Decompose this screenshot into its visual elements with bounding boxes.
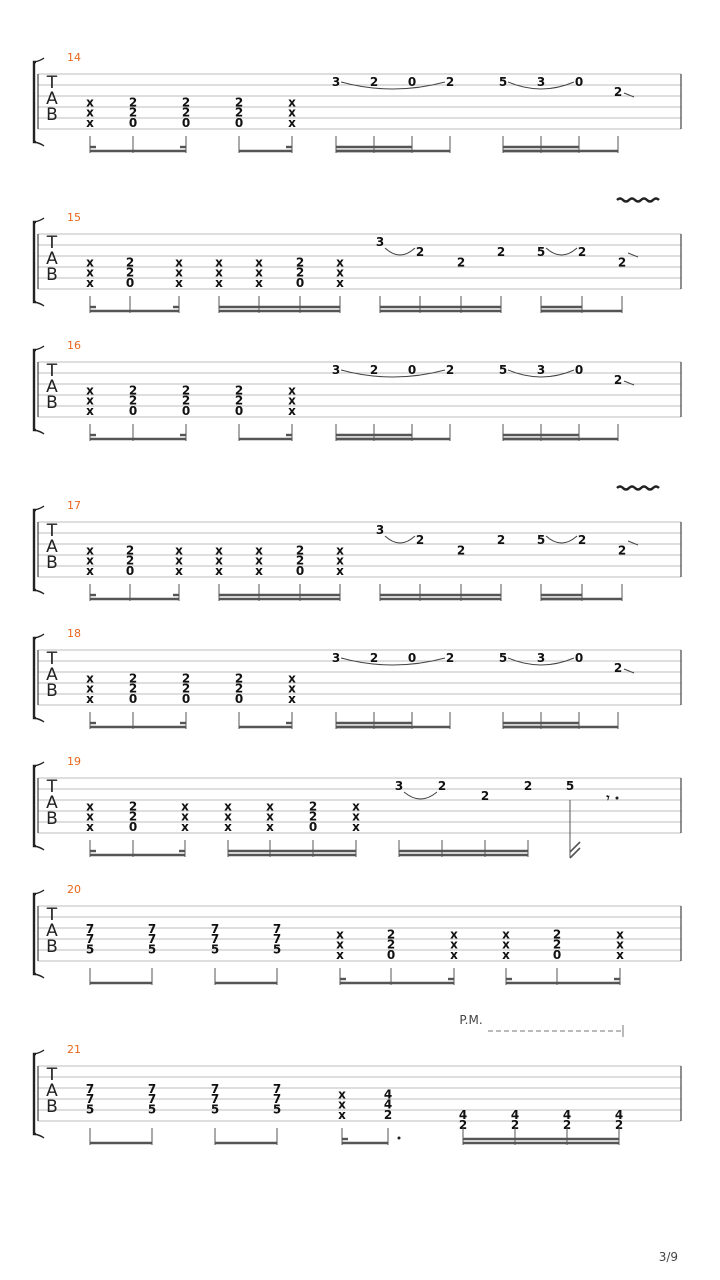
fret-number: x — [86, 383, 94, 398]
fret-number: 2 — [234, 95, 244, 110]
fret-number: 2 — [128, 681, 138, 696]
fret-number: 5 — [85, 1102, 95, 1117]
tab-clef-letter: B — [46, 681, 58, 701]
fret-number: x — [352, 799, 360, 814]
fret-number: 0 — [407, 363, 417, 377]
tab-clef-letter: T — [46, 649, 58, 669]
system-bracket — [34, 638, 36, 718]
fret-number: 2 — [128, 809, 138, 824]
tab-clef-letter: T — [46, 905, 58, 925]
fret-number: 2 — [617, 543, 627, 558]
fret-number: 2 — [437, 779, 447, 793]
fret-number: 7 — [85, 1092, 95, 1107]
bracket-hook-bottom — [34, 590, 44, 594]
fret-number: x — [255, 255, 263, 270]
measure-21 — [34, 1013, 681, 1145]
fret-number: 2 — [577, 533, 587, 548]
fret-number: 5 — [498, 363, 508, 377]
tab-clef-letter: T — [46, 521, 58, 541]
tab-clef-letter: A — [46, 377, 58, 397]
fret-number: 2 — [496, 533, 506, 548]
system-bracket — [34, 222, 36, 302]
tab-clef-letter: A — [46, 793, 58, 813]
tab-clef-letter: B — [46, 393, 58, 413]
fret-number: 2 — [369, 75, 379, 89]
fret-number: x — [336, 265, 344, 280]
fret-number: 2 — [128, 383, 138, 398]
fret-number: x — [175, 255, 183, 270]
fret-number: 2 — [234, 681, 244, 696]
fret-number: x — [86, 809, 94, 824]
fret-number: x — [352, 819, 360, 834]
fret-number: 2 — [128, 393, 138, 408]
fret-number: 2 — [562, 1118, 572, 1132]
fret-number: x — [255, 275, 263, 290]
fret-number: x — [224, 819, 232, 834]
fret-number: x — [86, 403, 94, 418]
fret-number: 0 — [181, 115, 191, 130]
fret-number: 2 — [128, 799, 138, 814]
fret-number: x — [255, 563, 263, 578]
tie-arc — [546, 536, 577, 543]
dot — [616, 797, 619, 800]
fret-number: 2 — [308, 799, 318, 814]
fret-number: 5 — [498, 651, 508, 665]
fret-number: 0 — [181, 691, 191, 706]
fret-number: 3 — [394, 779, 404, 793]
fret-number: x — [450, 927, 458, 942]
fret-number: x — [288, 691, 296, 706]
fret-number: 3 — [536, 651, 546, 665]
fret-number: x — [175, 553, 183, 568]
fret-number: x — [288, 105, 296, 120]
fret-number: x — [181, 819, 189, 834]
fret-number: 0 — [234, 691, 244, 706]
tab-clef-letter: A — [46, 665, 58, 685]
fret-number: 0 — [125, 563, 135, 578]
bracket-hook-top — [34, 890, 44, 894]
fret-number: 2 — [510, 1118, 520, 1132]
fret-number: x — [86, 799, 94, 814]
fret-number: 4 — [510, 1107, 520, 1122]
fret-number: 0 — [552, 947, 562, 962]
fret-number: 2 — [386, 937, 396, 952]
fret-number: 2 — [458, 1118, 468, 1132]
fret-number: 2 — [617, 255, 627, 270]
fret-number: x — [288, 403, 296, 418]
bracket-hook-bottom — [34, 430, 44, 434]
fret-number: 4 — [562, 1107, 572, 1122]
measure-19 — [34, 755, 681, 858]
tab-clef-letter: B — [46, 105, 58, 125]
fret-number: 2 — [613, 373, 623, 388]
vibrato-mark — [617, 199, 659, 202]
fret-number: 7 — [272, 932, 282, 947]
fret-number: x — [255, 265, 263, 280]
fret-number: x — [336, 563, 344, 578]
fret-number: 0 — [125, 275, 135, 290]
dot — [398, 1137, 401, 1140]
fret-number: 2 — [234, 383, 244, 398]
fret-number: 2 — [125, 265, 135, 280]
fret-number: 4 — [383, 1087, 393, 1102]
fret-number: 7 — [272, 1092, 282, 1107]
measure-number: 14 — [67, 51, 81, 64]
fret-number: x — [288, 393, 296, 408]
fret-number: x — [86, 275, 94, 290]
tie-arc — [404, 792, 437, 799]
fret-number: 5 — [210, 1102, 220, 1117]
fret-number: x — [86, 553, 94, 568]
fret-number: x — [502, 937, 510, 952]
system-bracket — [34, 510, 36, 590]
measure-17 — [34, 487, 681, 602]
fret-number: x — [175, 543, 183, 558]
fret-number: 2 — [369, 363, 379, 377]
fret-number: x — [336, 947, 344, 962]
fret-number: x — [288, 671, 296, 686]
fret-number: x — [181, 799, 189, 814]
fret-number: 0 — [234, 115, 244, 130]
fret-number: 7 — [210, 1082, 220, 1096]
tab-clef-letter: B — [46, 809, 58, 829]
fret-number: 2 — [445, 651, 455, 665]
fret-number: x — [255, 553, 263, 568]
system-bracket — [34, 350, 36, 430]
fret-number: 2 — [181, 383, 191, 398]
fret-number: 5 — [85, 942, 95, 957]
fret-number: x — [175, 275, 183, 290]
fret-number: 4 — [458, 1107, 468, 1122]
fret-number: 2 — [480, 789, 490, 804]
vibrato-mark — [617, 487, 659, 490]
fret-number: 0 — [128, 115, 138, 130]
fret-number: x — [338, 1097, 346, 1112]
tab-clef-letter: T — [46, 73, 58, 93]
fret-number: 2 — [234, 393, 244, 408]
note-flag — [570, 842, 580, 858]
fret-number: 0 — [574, 651, 584, 665]
tie-arc — [546, 248, 577, 255]
bracket-hook-top — [34, 1050, 44, 1054]
fret-number: 0 — [295, 563, 305, 578]
fret-number: x — [86, 671, 94, 686]
bracket-hook-top — [34, 58, 44, 62]
fret-number: 3 — [331, 651, 341, 665]
measure-number: 18 — [67, 627, 81, 640]
fret-number: 0 — [128, 819, 138, 834]
fret-number: 0 — [295, 275, 305, 290]
fret-number: 5 — [536, 245, 546, 260]
fret-number: x — [502, 927, 510, 942]
bracket-hook-top — [34, 634, 44, 638]
fret-number: x — [86, 563, 94, 578]
fret-number: 5 — [147, 942, 157, 957]
measure-number: 20 — [67, 883, 81, 896]
fret-number: 5 — [498, 75, 508, 89]
fret-number: 2 — [295, 553, 305, 568]
bracket-hook-bottom — [34, 974, 44, 978]
tab-clef-letter: A — [46, 1081, 58, 1101]
fret-number: x — [215, 265, 223, 280]
fret-number: x — [288, 95, 296, 110]
fret-number: x — [288, 115, 296, 130]
fret-number: 0 — [407, 75, 417, 89]
bracket-hook-top — [34, 346, 44, 350]
fret-number: 2 — [456, 543, 466, 558]
fret-number: x — [86, 265, 94, 280]
fret-number: 7 — [85, 1082, 95, 1096]
system-bracket — [34, 1054, 36, 1134]
system-bracket — [34, 766, 36, 846]
measure-16 — [34, 339, 681, 441]
fret-number: 0 — [574, 363, 584, 377]
fret-number: 2 — [552, 937, 562, 952]
fret-number: 2 — [523, 779, 533, 793]
fret-number: 3 — [375, 235, 385, 249]
fret-number: 2 — [181, 105, 191, 120]
fret-number: x — [336, 553, 344, 568]
fret-number: x — [86, 115, 94, 130]
tab-clef-letter: T — [46, 361, 58, 381]
fret-number: 7 — [147, 922, 157, 936]
fret-number: 2 — [577, 245, 587, 260]
fret-number: 0 — [407, 651, 417, 665]
fret-number: 0 — [181, 403, 191, 418]
fret-number: 7 — [272, 922, 282, 936]
fret-number: x — [338, 1107, 346, 1122]
palm-mute-label: P.M. — [459, 1013, 483, 1027]
fret-number: 3 — [536, 75, 546, 89]
fret-number: x — [616, 937, 624, 952]
bracket-hook-top — [34, 218, 44, 222]
tab-clef-letter: B — [46, 1097, 58, 1117]
fret-number: 2 — [234, 671, 244, 686]
fret-number: x — [336, 275, 344, 290]
fret-number: 5 — [272, 942, 282, 957]
tab-clef-letter: T — [46, 233, 58, 253]
fret-number: x — [86, 543, 94, 558]
fret-number: 3 — [375, 523, 385, 537]
fret-number: 5 — [272, 1102, 282, 1117]
fret-number: 7 — [85, 922, 95, 936]
fret-number: 2 — [181, 95, 191, 110]
fret-number: x — [288, 383, 296, 398]
fret-number: 2 — [125, 255, 135, 270]
tab-clef-letter: T — [46, 777, 58, 797]
fret-number: 0 — [386, 947, 396, 962]
fret-number: 5 — [147, 1102, 157, 1117]
measure-number: 19 — [67, 755, 81, 768]
fret-number: x — [450, 947, 458, 962]
fret-number: x — [215, 543, 223, 558]
fret-number: 2 — [181, 681, 191, 696]
fret-number: 2 — [295, 543, 305, 558]
tab-clef-letter: T — [46, 1065, 58, 1085]
fret-number: x — [266, 799, 274, 814]
fret-number: 7 — [147, 932, 157, 947]
fret-number: 2 — [181, 393, 191, 408]
fret-number: 0 — [308, 819, 318, 834]
fret-number: x — [86, 681, 94, 696]
fret-number: x — [215, 553, 223, 568]
fret-number: 7 — [210, 922, 220, 936]
fret-number: 2 — [386, 927, 396, 942]
tab-clef-letter: B — [46, 265, 58, 285]
fret-number: 2 — [415, 533, 425, 548]
fret-number: 2 — [234, 105, 244, 120]
fret-number: 7 — [210, 1092, 220, 1107]
tab-clef-letter: A — [46, 537, 58, 557]
fret-number: x — [215, 255, 223, 270]
measure-number: 16 — [67, 339, 81, 352]
fret-number: x — [255, 543, 263, 558]
measure-15 — [34, 199, 681, 314]
measure-number: 15 — [67, 211, 81, 224]
fret-number: 3 — [536, 363, 546, 377]
eighth-rest: 𝄾 — [606, 791, 610, 805]
fret-number: 2 — [445, 363, 455, 377]
fret-number: 2 — [181, 671, 191, 686]
fret-number: x — [616, 947, 624, 962]
fret-number: x — [224, 809, 232, 824]
fret-number: x — [86, 819, 94, 834]
measure-number: 17 — [67, 499, 81, 512]
fret-number: 0 — [234, 403, 244, 418]
bracket-hook-bottom — [34, 302, 44, 306]
fret-number: 2 — [552, 927, 562, 942]
fret-number: 7 — [147, 1082, 157, 1096]
tab-clef-letter: B — [46, 553, 58, 573]
measure-14 — [34, 51, 681, 153]
fret-number: x — [502, 947, 510, 962]
bracket-hook-bottom — [34, 718, 44, 722]
fret-number: 2 — [128, 95, 138, 110]
fret-number: 2 — [125, 543, 135, 558]
fret-number: x — [336, 255, 344, 270]
fret-number: x — [175, 265, 183, 280]
fret-number: 0 — [574, 75, 584, 89]
page-number: 3/9 — [658, 1250, 678, 1264]
fret-number: x — [336, 937, 344, 952]
fret-number: 2 — [614, 1118, 624, 1132]
fret-number: 2 — [295, 265, 305, 280]
fret-number: 7 — [272, 1082, 282, 1096]
tab-clef-letter: A — [46, 249, 58, 269]
fret-number: 0 — [128, 691, 138, 706]
fret-number: x — [224, 799, 232, 814]
fret-number: 5 — [565, 779, 575, 793]
fret-number: x — [336, 927, 344, 942]
fret-number: 5 — [536, 533, 546, 548]
fret-number: x — [352, 809, 360, 824]
fret-number: x — [215, 563, 223, 578]
fret-number: 2 — [125, 553, 135, 568]
fret-number: 2 — [369, 651, 379, 665]
fret-number: x — [86, 691, 94, 706]
tab-clef-letter: B — [46, 937, 58, 957]
fret-number: x — [86, 255, 94, 270]
fret-number: 2 — [456, 255, 466, 270]
fret-number: x — [336, 543, 344, 558]
measure-18 — [34, 627, 681, 729]
fret-number: 2 — [613, 661, 623, 676]
fret-number: 5 — [210, 942, 220, 957]
tab-clef-letter: A — [46, 89, 58, 109]
bracket-hook-top — [34, 762, 44, 766]
fret-number: x — [266, 819, 274, 834]
fret-number: 2 — [295, 255, 305, 270]
bracket-hook-bottom — [34, 1134, 44, 1138]
fret-number: 3 — [331, 75, 341, 89]
tie-arc — [385, 248, 415, 255]
measure-20 — [34, 883, 681, 985]
fret-number: 2 — [613, 85, 623, 100]
fret-number: x — [86, 393, 94, 408]
fret-number: 7 — [85, 932, 95, 947]
fret-number: 2 — [496, 245, 506, 260]
fret-number: x — [181, 809, 189, 824]
fret-number: x — [616, 927, 624, 942]
measure-number: 21 — [67, 1043, 81, 1056]
fret-number: 0 — [128, 403, 138, 418]
fret-number: 2 — [445, 75, 455, 89]
tab-clef-letter: A — [46, 921, 58, 941]
fret-number: x — [338, 1087, 346, 1102]
fret-number: 7 — [147, 1092, 157, 1107]
fret-number: 2 — [415, 245, 425, 260]
fret-number: x — [86, 105, 94, 120]
fret-number: x — [175, 563, 183, 578]
system-bracket — [34, 62, 36, 142]
fret-number: 2 — [128, 105, 138, 120]
bracket-hook-bottom — [34, 846, 44, 850]
fret-number: x — [266, 809, 274, 824]
tie-arc — [385, 536, 415, 543]
fret-number: x — [86, 95, 94, 110]
fret-number: 2 — [128, 671, 138, 686]
fret-number: x — [450, 937, 458, 952]
fret-number: 2 — [383, 1107, 393, 1122]
bracket-hook-top — [34, 506, 44, 510]
fret-number: 7 — [210, 932, 220, 947]
fret-number: 4 — [614, 1107, 624, 1122]
fret-number: x — [288, 681, 296, 696]
fret-number: x — [215, 275, 223, 290]
bracket-hook-bottom — [34, 142, 44, 146]
fret-number: 3 — [331, 363, 341, 377]
system-bracket — [34, 894, 36, 974]
fret-number: 4 — [383, 1097, 393, 1112]
fret-number: 2 — [308, 809, 318, 824]
